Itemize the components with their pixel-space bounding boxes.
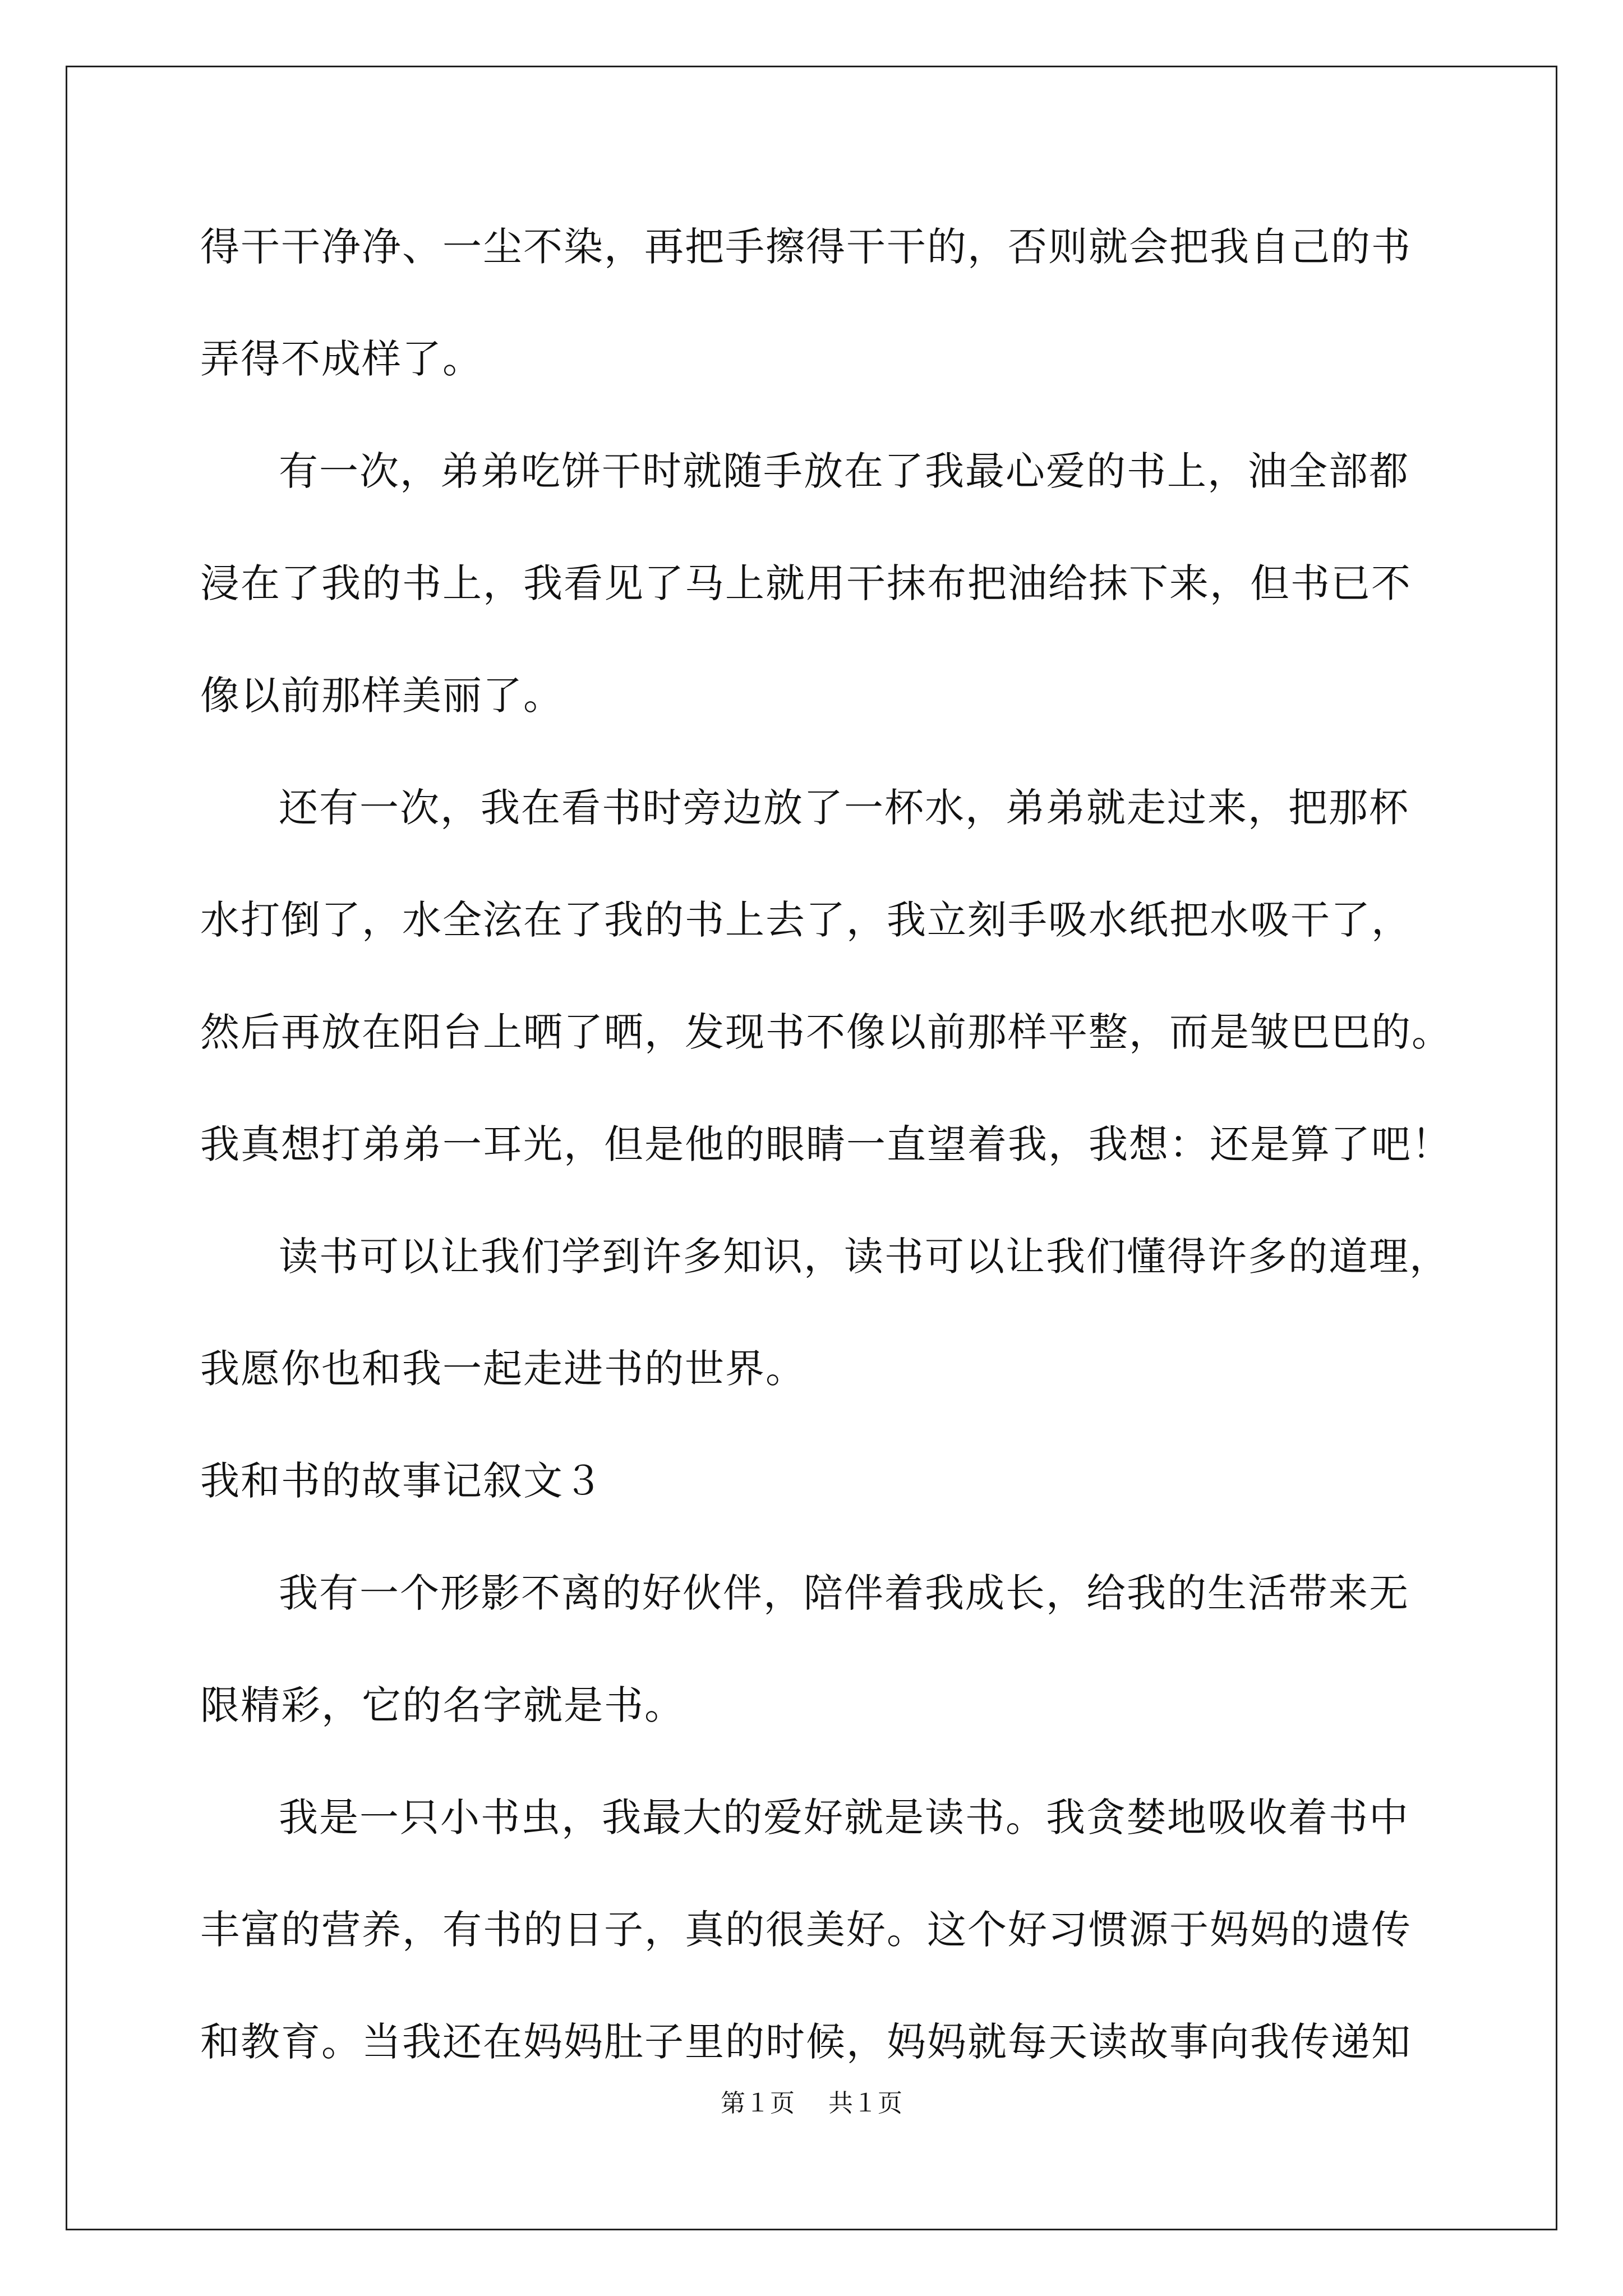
section-heading: 我和书的故事记叙文３ — [200, 1458, 604, 1504]
text-line: 得干干净净、一尘不染，再把手擦得干干的，否则就会把我自己的书 — [200, 224, 1412, 270]
text-line: 然后再放在阳台上晒了晒，发现书不像以前那样平整，而是皱巴巴的。 — [200, 1009, 1452, 1055]
text-line: 弄得不成样了。 — [200, 336, 483, 382]
page-number: 第１页 — [721, 2089, 795, 2118]
text-line: 和教育。当我还在妈妈肚子里的时候，妈妈就每天读故事向我传递知 — [200, 2019, 1412, 2065]
page-total: 共１页 — [828, 2089, 902, 2118]
text-line: 我愿你也和我一起走进书的世界。 — [200, 1346, 806, 1392]
text-line: 丰富的营养，有书的日子，真的很美好。这个好习惯源于妈妈的遗传 — [200, 1907, 1412, 1953]
text-line: 浸在了我的书上，我看见了马上就用干抹布把油给抹下来，但书已不 — [200, 560, 1412, 606]
page-footer — [0, 2087, 1623, 2120]
document-body — [200, 213, 1452, 2120]
paragraph-start-line: 我是一只小书虫，我最大的爱好就是读书。我贪婪地吸收着书中 — [279, 1795, 1409, 1841]
text-line: 限精彩，它的名字就是书。 — [200, 1682, 685, 1728]
paragraph-start-line: 读书可以让我们学到许多知识，读书可以让我们懂得许多的道理， — [279, 1234, 1450, 1280]
paragraph-start-line: 还有一次，我在看书时旁边放了一杯水，弟弟就走过来，把那杯 — [279, 785, 1409, 831]
text-line: 像以前那样美丽了。 — [200, 673, 564, 719]
paragraph-start-line: 有一次，弟弟吃饼干时就随手放在了我最心爱的书上，油全部都 — [279, 448, 1409, 494]
paragraph-start-line: 我有一个形影不离的好伙伴，陪伴着我成长，给我的生活带来无 — [279, 1570, 1409, 1616]
text-line: 水打倒了，水全泫在了我的书上去了，我立刻手吸水纸把水吸干了， — [200, 897, 1412, 943]
text-line: 我真想打弟弟一耳光，但是他的眼睛一直望着我，我想：还是算了吧！ — [200, 1121, 1452, 1167]
